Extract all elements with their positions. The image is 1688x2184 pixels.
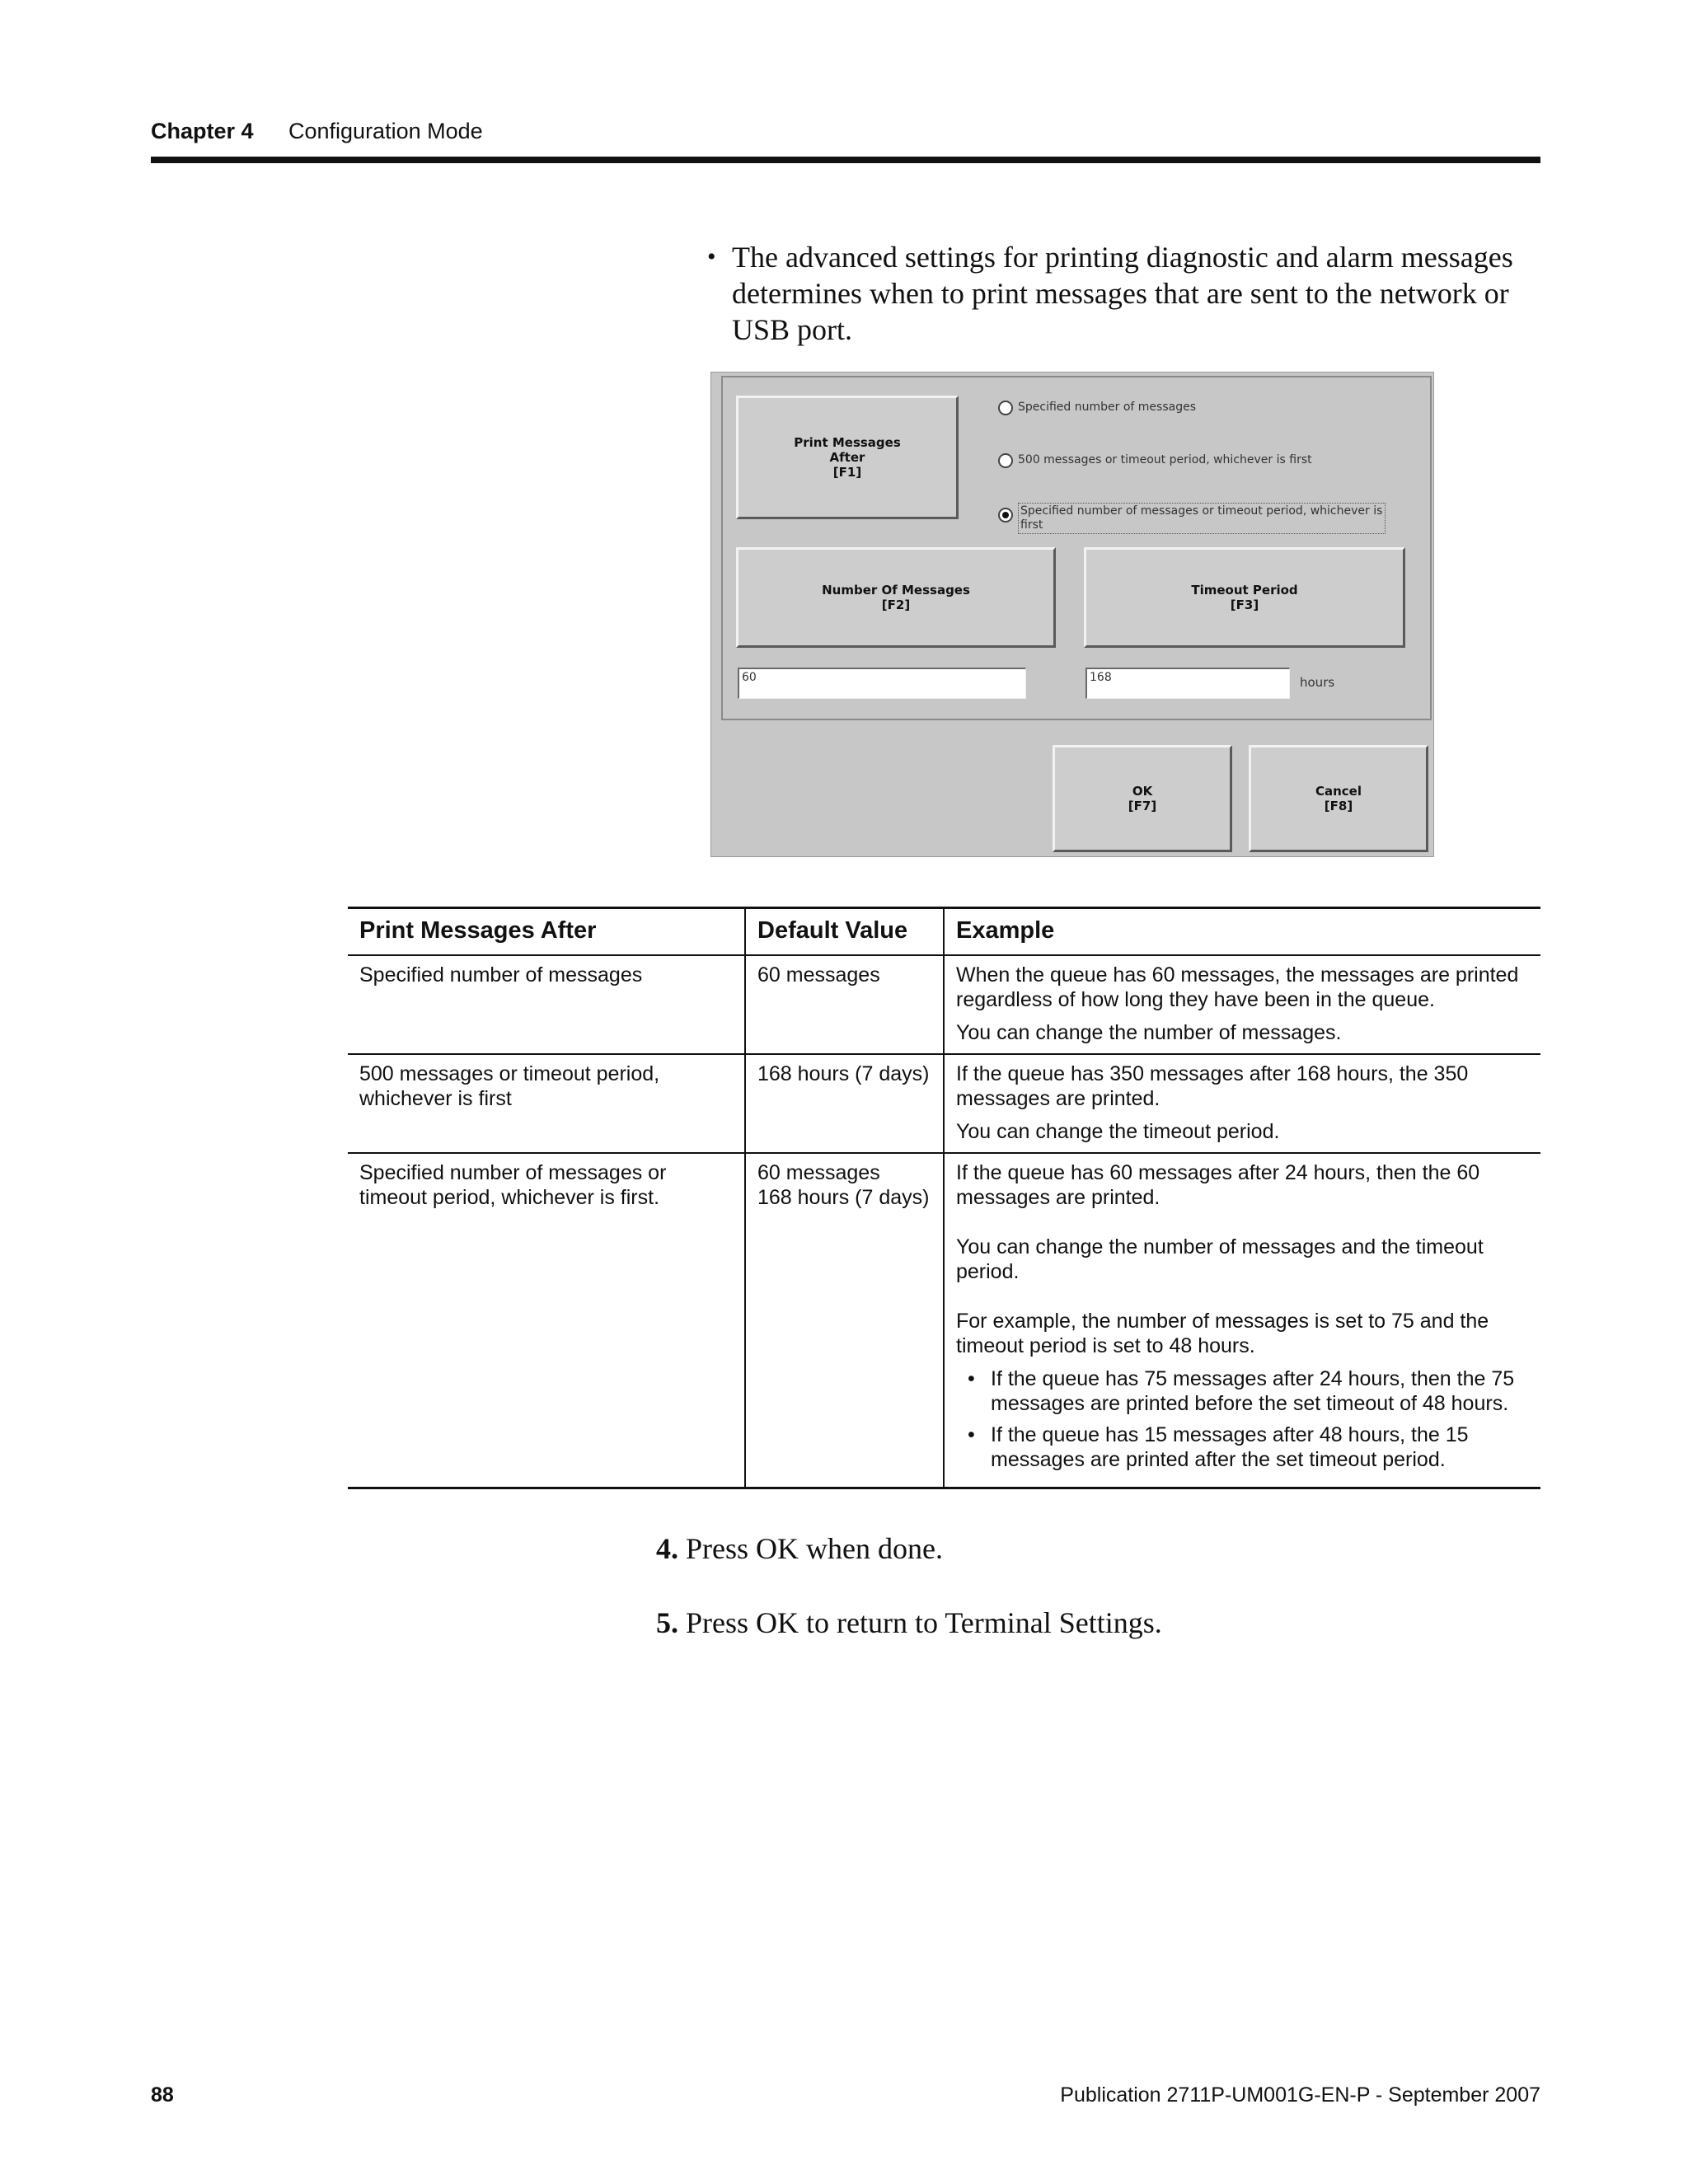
example-detail: For example, the number of messages is set to 75 and the timeout period is set to 48 hours. <box>956 1310 1489 1357</box>
step-4 <box>656 1531 943 1566</box>
list-item-text: If the queue has 75 messages after 24 hours, then the 75 messages are printed before the set timeout of 48 hours. <box>991 1367 1515 1415</box>
example-cell <box>944 955 1540 1054</box>
example-bullet-list <box>956 1366 1529 1472</box>
list-item <box>956 1366 1529 1416</box>
header-rule <box>151 157 1540 163</box>
example-cell <box>944 1054 1540 1153</box>
table-row <box>348 955 1540 1054</box>
print-settings-dialog <box>710 372 1434 857</box>
timeout-period-button[interactable]: Timeout Period [F3] <box>1084 547 1405 648</box>
cancel-button[interactable]: Cancel [F8] <box>1249 745 1428 852</box>
step-text: Press OK to return to Terminal Settings. <box>686 1606 1162 1639</box>
table-row <box>348 1054 1540 1153</box>
bullet-icon: • <box>968 1423 975 1446</box>
section-title: Configuration Mode <box>288 119 483 143</box>
column-header: Example <box>944 908 1540 956</box>
radio-label: Specified number of messages or timeout period, whichever is first <box>1018 503 1386 534</box>
radio-circle-icon <box>998 453 1013 468</box>
example-text: When the queue has 60 messages, the messages are printed regardless of how long they have been in the queue. <box>956 963 1519 1011</box>
print-after-cell: Specified number of messages or timeout period, whichever is first. <box>348 1153 745 1488</box>
default-value-cell: 168 hours (7 days) <box>745 1054 944 1153</box>
ok-button[interactable]: OK [F7] <box>1053 745 1232 852</box>
example-cell <box>944 1153 1540 1488</box>
step-text: Press OK when done. <box>686 1532 943 1565</box>
print-after-cell: Specified number of messages <box>348 955 745 1054</box>
print-after-cell: 500 messages or timeout period, whichever is first <box>348 1054 745 1153</box>
radio-specified-number[interactable] <box>998 401 1196 415</box>
radio-circle-icon <box>998 401 1013 415</box>
print-messages-after-button[interactable]: Print Messages After [F1] <box>736 396 959 519</box>
bullet-icon: • <box>707 243 716 270</box>
publication-info: Publication 2711P-UM001G-EN-P - September 2007 <box>1060 2083 1540 2107</box>
default-value-line: 168 hours (7 days) <box>757 1186 930 1209</box>
column-header: Default Value <box>745 908 944 956</box>
example-text: If the queue has 350 messages after 168 hours, the 350 messages are printed. <box>956 1062 1469 1110</box>
radio-selected-icon <box>998 508 1013 523</box>
timeout-period-field[interactable]: 168 <box>1085 668 1290 699</box>
example-text: If the queue has 60 messages after 24 hours, then the 60 messages are printed. <box>956 1161 1480 1209</box>
default-value-line: 60 messages <box>757 1161 880 1184</box>
print-messages-table <box>348 907 1540 1489</box>
list-item-text: If the queue has 15 messages after 48 hours, the 15 messages are printed after the set timeout period. <box>991 1423 1469 1471</box>
step-number: 4. <box>656 1532 678 1565</box>
bullet-icon: • <box>968 1367 975 1390</box>
intro-text: The advanced settings for printing diagnostic and alarm messages determines when to print messages that are sent to the network or USB port. <box>732 241 1513 346</box>
list-item <box>956 1422 1529 1472</box>
step-number: 5. <box>656 1606 678 1639</box>
radio-500-or-timeout[interactable] <box>998 453 1312 468</box>
default-value-cell: 60 messages <box>745 955 944 1054</box>
radio-label: 500 messages or timeout period, whichever is first <box>1018 453 1312 466</box>
radio-label: Specified number of messages <box>1018 401 1196 414</box>
radio-specified-or-timeout[interactable] <box>998 503 1386 534</box>
page-number: 88 <box>151 2083 174 2107</box>
example-note: You can change the number of messages. <box>956 1021 1342 1044</box>
number-of-messages-button[interactable]: Number Of Messages [F2] <box>736 547 1056 648</box>
example-note: You can change the number of messages and the timeout period. <box>956 1235 1484 1283</box>
example-note: You can change the timeout period. <box>956 1120 1280 1143</box>
column-header: Print Messages After <box>348 908 745 956</box>
table-header-row <box>348 908 1540 956</box>
table-row <box>348 1153 1540 1488</box>
timeout-unit-label: hours <box>1300 675 1335 690</box>
number-of-messages-field[interactable]: 60 <box>738 668 1026 699</box>
chapter-label: Chapter 4 <box>151 119 254 143</box>
default-value-cell <box>745 1153 944 1488</box>
step-5 <box>656 1605 1162 1640</box>
